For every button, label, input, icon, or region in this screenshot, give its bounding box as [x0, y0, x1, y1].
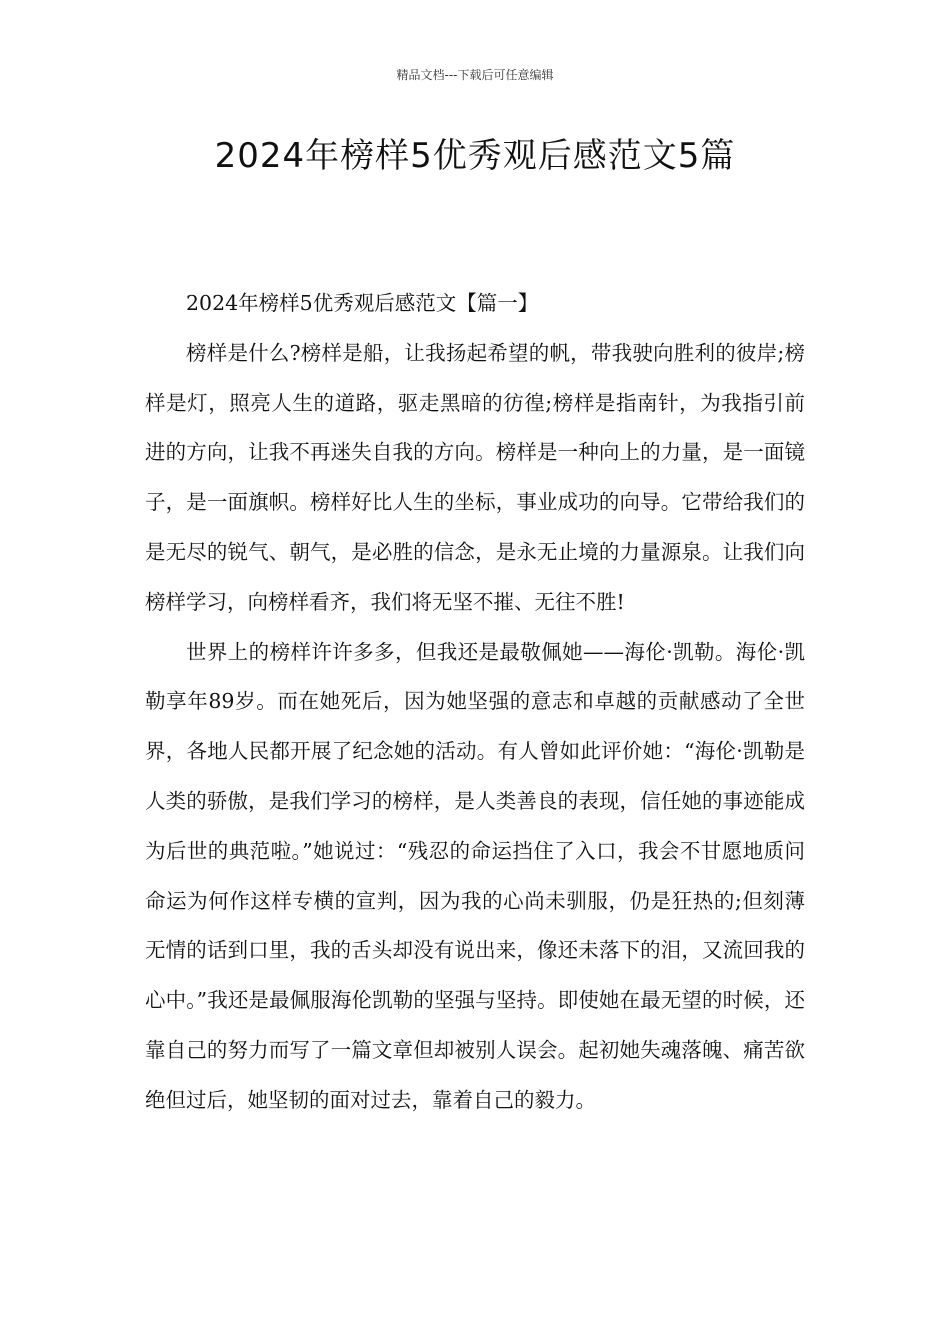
header-note: 精品文档---下载后可任意编辑 [396, 68, 554, 82]
paragraph-2: 世界上的榜样许许多多，但我还是最敬佩她——海伦·凯勒。海伦·凯勒享年89岁。而在她死后，因为她坚强的意志和卓越的贡献感动了全世界，各地人民都开展了纪念她的活动。有人曾如此评价她：“海伦·凯勒是人类的骄傲，是我们学习的榜样，是人类善良的表现，信任她的事迹能成为后世的典范啦。”她说过：“残忍的命运挡住了入口，我会不甘愿地质问命运为何作这样专横的宣判，因为我的心尚未驯服，仍是狂热的;但刻薄无情的话到口里，我的舌头却没有说出来，像还未落下的泪，又流回我的心中。”我还是最佩服海伦凯勒的坚强与坚持。即使她在最无望的时候，还靠自己的努力而写了一篇文章但却被别人误会。起初她失魂落魄、痛苦欲绝但过后，她坚韧的面对过去，靠着自己的毅力。 [145, 639, 805, 1112]
document-body [145, 279, 805, 1126]
paragraph-1: 榜样是什么?榜样是船，让我扬起希望的帆，带我驶向胜利的彼岸;榜样是灯，照亮人生的道路，驱走黑暗的彷徨;榜样是指南针，为我指引前进的方向，让我不再迷失自我的方向。榜样是一种向上的力量，是一面镜子，是一面旗帜。榜样好比人生的坐标，事业成功的向导。它带给我们的是无尽的锐气、朝气，是必胜的信念，是永无止境的力量源泉。让我们向榜样学习，向榜样看齐，我们将无坚不摧、无往不胜! [145, 340, 805, 614]
section-heading: 2024年榜样5优秀观后感范文【篇一】 [186, 291, 539, 315]
document-title: 2024年榜样5优秀观后感范文5篇 [214, 136, 736, 176]
